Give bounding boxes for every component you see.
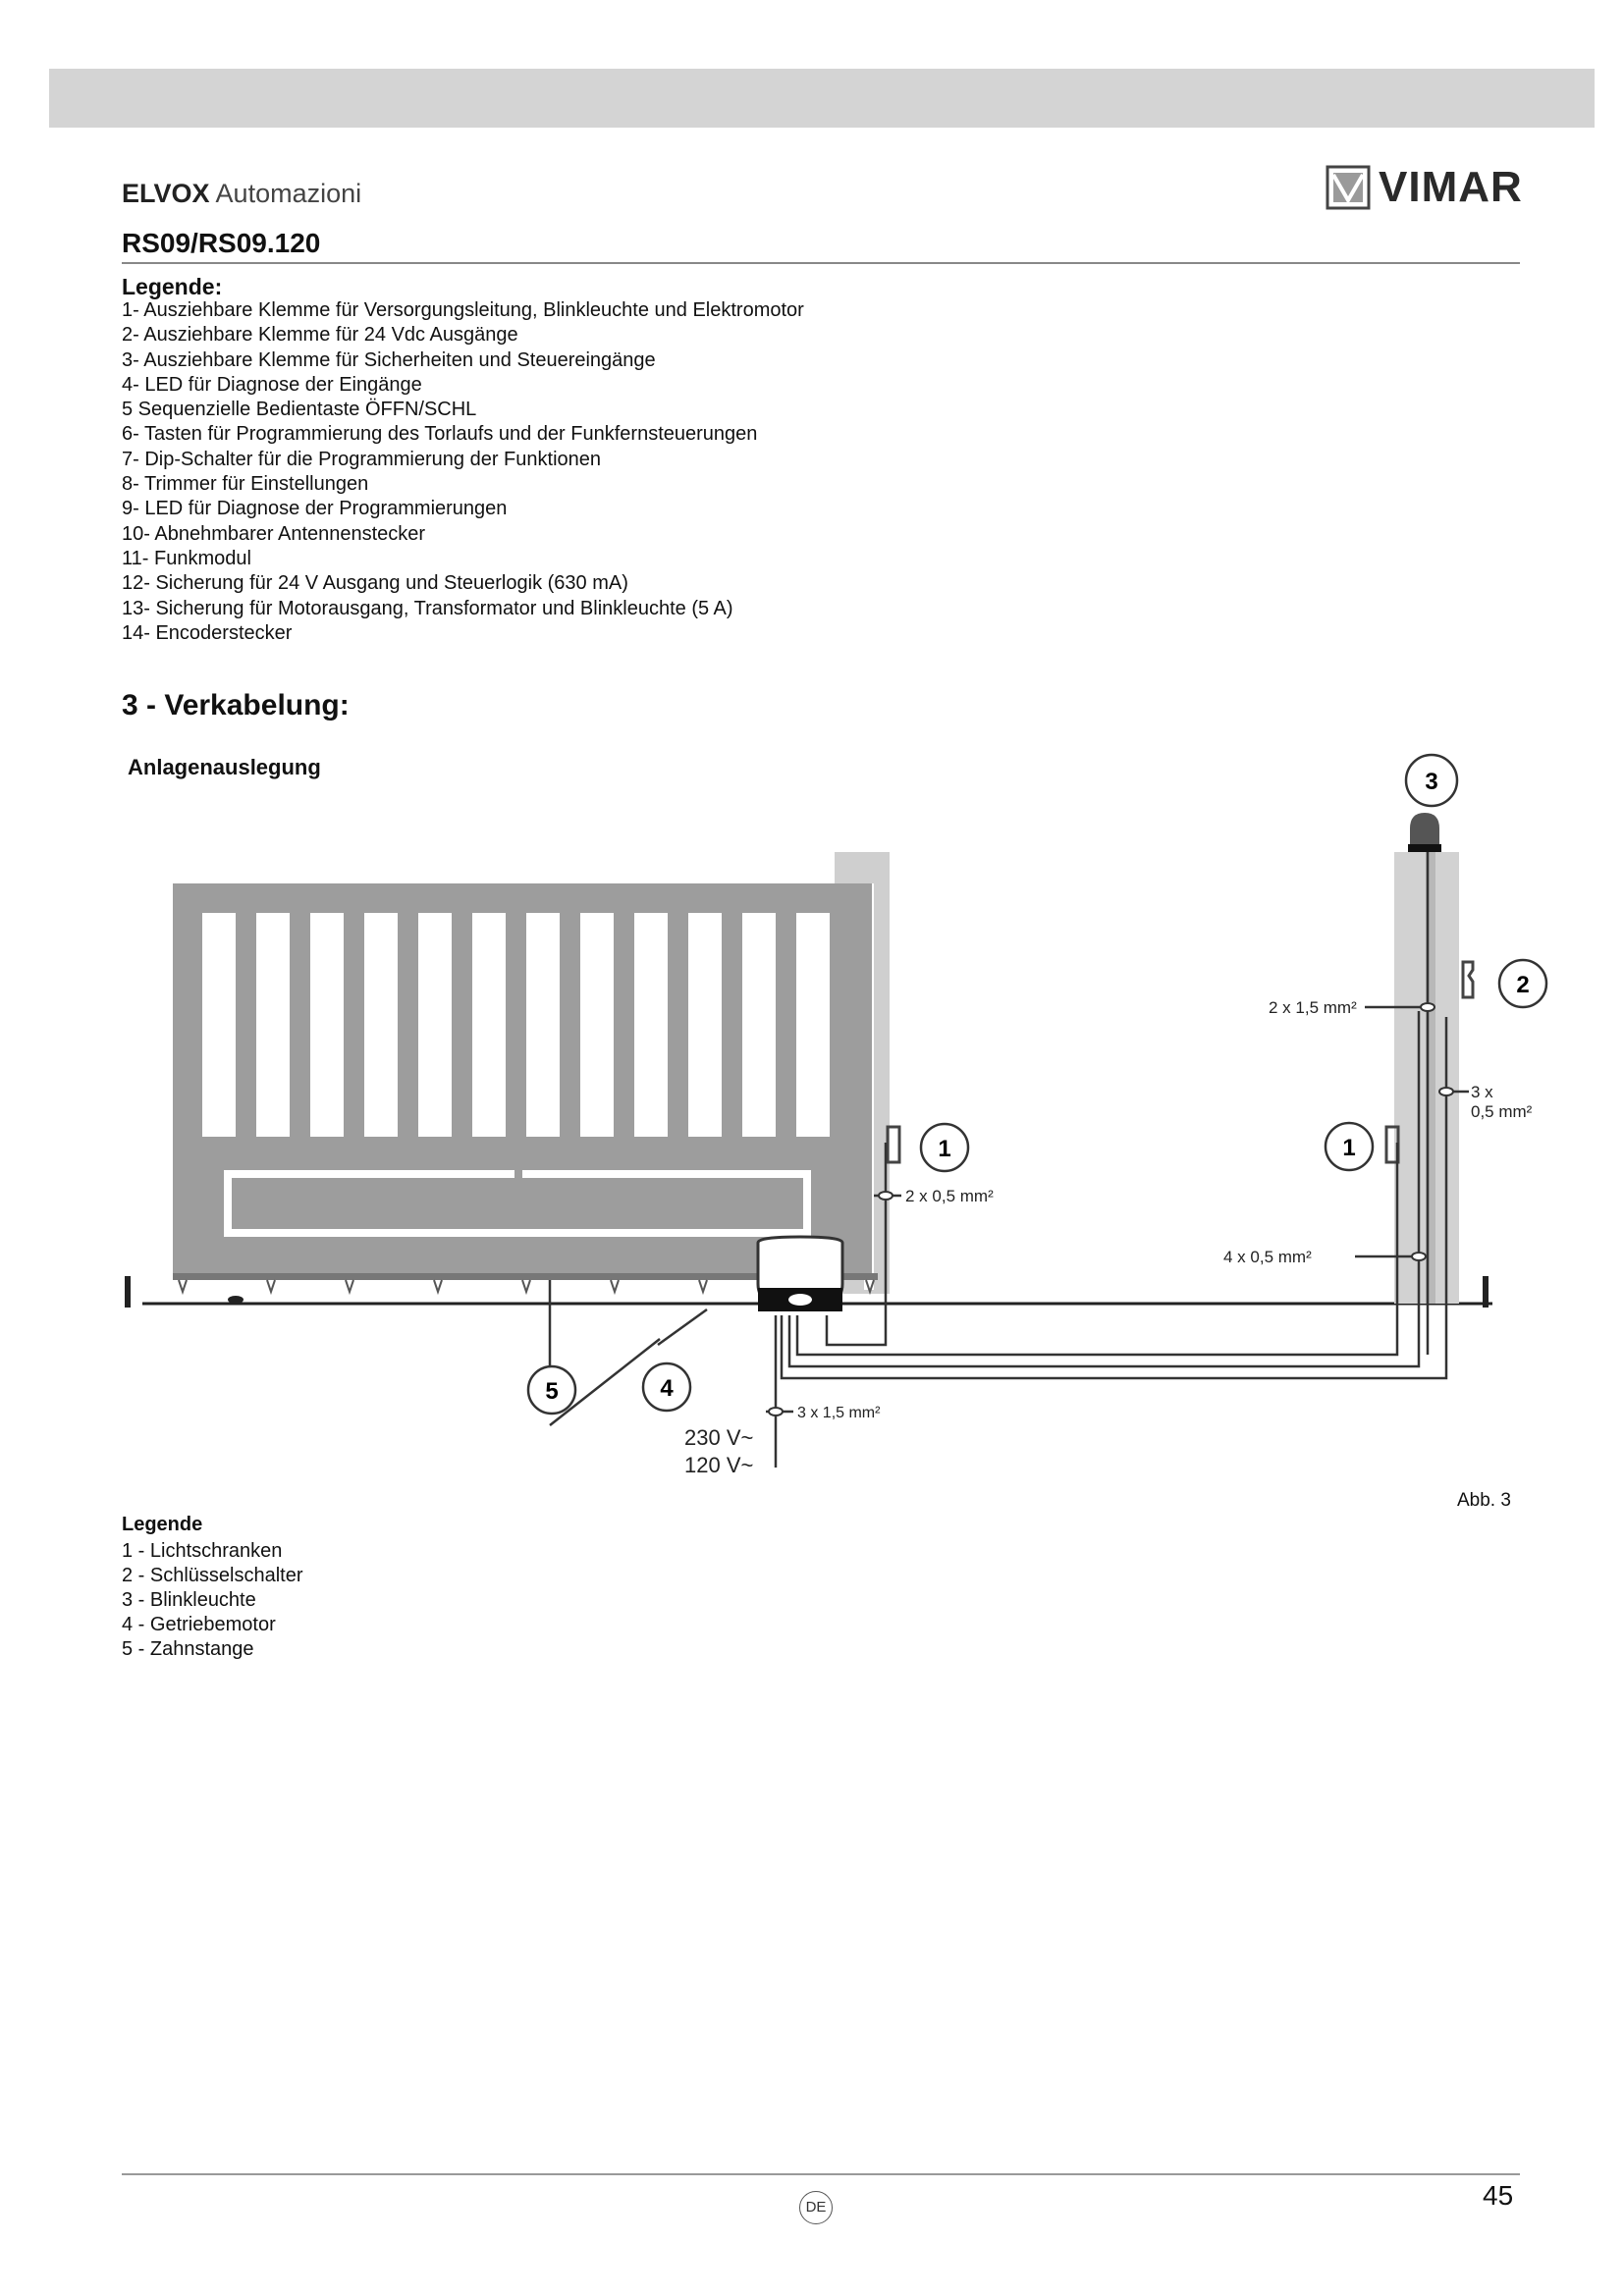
top-gray-band [49,69,1595,128]
section-subtitle: Anlagenauslegung [128,755,321,779]
legend-item: 8- Trimmer für Einstellungen [122,473,369,496]
footer-rule [122,2173,1520,2175]
brand-bold: ELVOX [122,179,210,208]
legend-item: 7- Dip-Schalter für die Programmierung der Funktionen [122,448,601,470]
brand-name [122,179,361,209]
svg-text:1: 1 [938,1136,951,1162]
legend-item: 4- LED für Diagnose der Eingänge [122,373,422,396]
legend-title: Legende: [122,274,223,299]
end-stop-left [125,1276,131,1308]
legend-item: 11- Funkmodul [122,547,251,569]
legend-item: 2- Ausziehbare Klemme für 24 Vdc Ausgänge [122,324,518,347]
diagram-legend-item: 2 - Schlüsselschalter [122,1565,303,1586]
legend-item: 10- Abnehmbarer Antennenstecker [122,522,426,545]
key-switch-icon [1463,962,1473,997]
callout-5 [528,1366,575,1414]
label-voltage-120: 120 V~ [684,1453,754,1477]
label-flash-cable: 2 x 1,5 mm² [1269,998,1357,1017]
brand-light: Automazioni [215,179,362,208]
callout-1-left [921,1124,968,1171]
legend-item: 9- LED für Diagnose der Programmierungen [122,498,508,520]
diagram-legend-item: 1 - Lichtschranken [122,1540,283,1562]
diagram-legend-title: Legende [122,1514,203,1535]
wiring-diagram [0,726,1624,1492]
gear-motor-icon [758,1237,842,1311]
svg-text:3: 3 [1425,769,1438,795]
flashing-light-base [1408,844,1441,852]
callout-2 [1499,960,1546,1007]
figure-label: Abb. 3 [1457,1490,1511,1511]
svg-text:4: 4 [660,1375,674,1402]
label-mains: 3 x 1,5 mm² [797,1405,881,1421]
section-title: 3 - Verkabelung: [122,689,350,721]
legend-item: 1- Ausziehbare Klemme für Versorgungsleitung, Blinkleuchte und Elektromotor [122,299,804,321]
header-rule [122,262,1520,264]
diagram-legend-list [122,1539,303,1662]
diagram-legend-item: 5 - Zahnstange [122,1638,254,1660]
legend-item: 12- Sicherung für 24 V Ausgang und Steuerlogik (630 mA) [122,572,628,595]
legend-item: 5 Sequenzielle Bedientaste ÖFFN/SCHL [122,399,477,421]
callout-4 [643,1363,690,1411]
model-title: RS09/RS09.120 [122,228,321,258]
legend-item: 13- Sicherung für Motorausgang, Transformator und Blinkleuchte (5 A) [122,597,733,619]
svg-text:5: 5 [545,1378,559,1405]
callout-1-right [1326,1123,1373,1170]
legend-item: 6- Tasten für Programmierung des Torlaufs und der Funkfernsteuerungen [122,423,758,446]
callout-3 [1406,755,1457,806]
page-number: 45 [1483,2180,1514,2211]
vimar-logo [1326,163,1523,212]
svg-text:2: 2 [1516,972,1530,998]
end-stop-right [1483,1276,1489,1308]
label-key-cable-a: 3 x [1471,1083,1493,1101]
label-voltage-230: 230 V~ [684,1425,754,1450]
diagram-legend-item: 3 - Blinkleuchte [122,1589,256,1611]
label-key-cable-b: 0,5 mm² [1471,1102,1533,1121]
vimar-logo-icon [1326,165,1371,210]
diagram-legend-item: 4 - Getriebemotor [122,1614,276,1635]
legend-list [122,298,804,646]
label-photo-left: 2 x 0,5 mm² [905,1187,994,1205]
label-photo-right: 4 x 0,5 mm² [1223,1248,1312,1266]
logo-text: VIMAR [1379,163,1523,211]
legend-item: 3- Ausziehbare Klemme für Sicherheiten und Steuereingänge [122,348,656,371]
sliding-gate [173,883,872,1278]
language-badge: DE [799,2191,833,2224]
legend-item: 14- Encoderstecker [122,621,293,644]
svg-text:1: 1 [1342,1135,1356,1161]
